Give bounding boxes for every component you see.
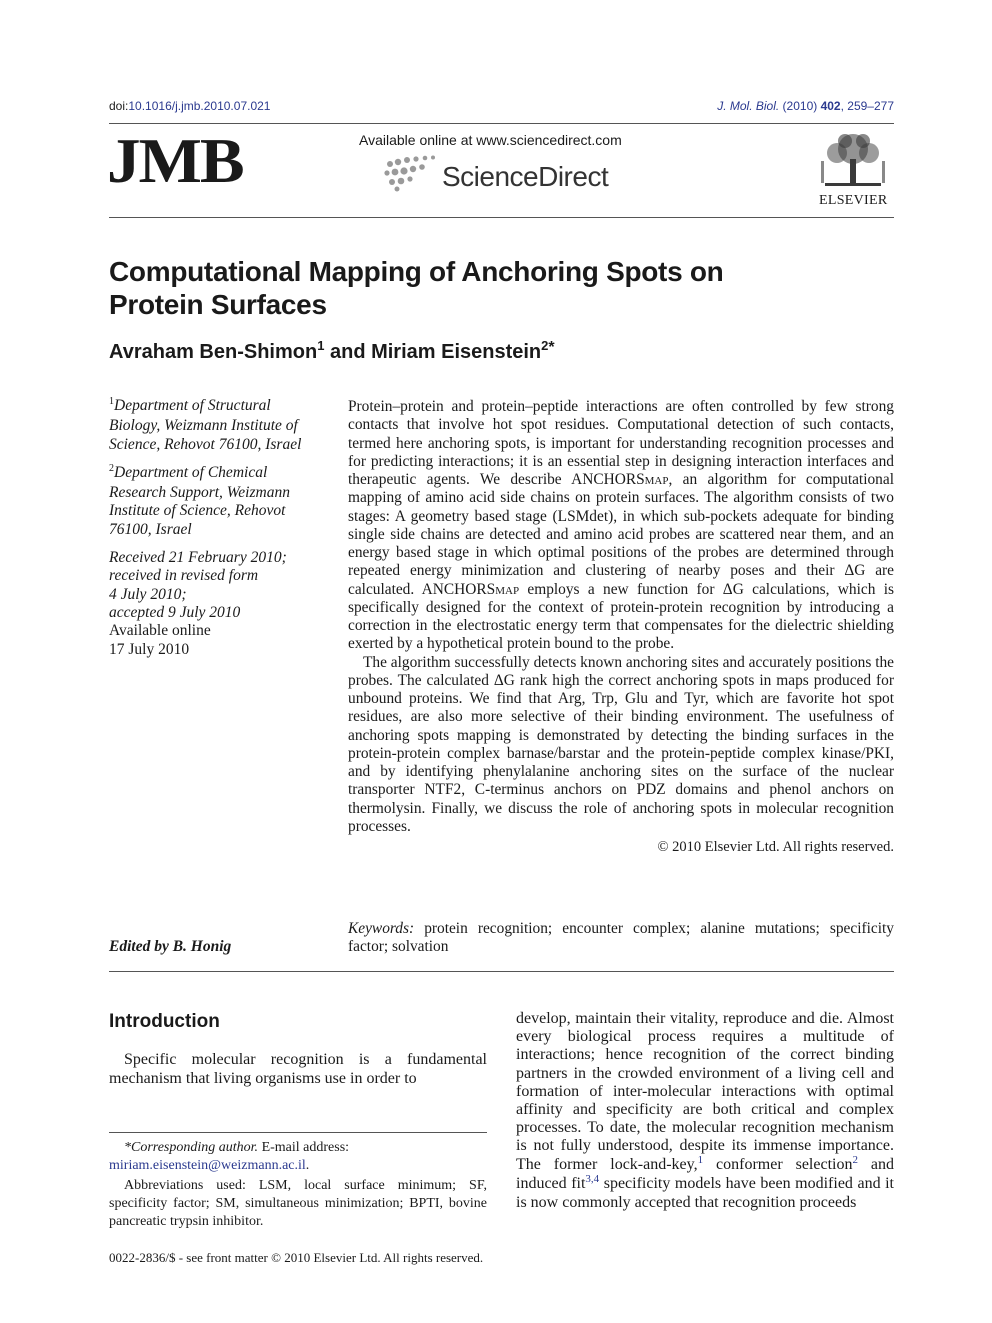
affiliation-1	[109, 397, 334, 454]
citation-ref-3-4[interactable]: 3,4	[585, 1172, 600, 1185]
introduction-right-column	[516, 1010, 894, 1212]
author-1-affil: 1	[317, 338, 325, 353]
history-accepted: accepted 9 July 2010	[109, 603, 241, 621]
author-1[interactable]: Avraham Ben-Shimon	[109, 341, 318, 363]
keywords	[348, 920, 894, 957]
corresponding-label: *Corresponding author.	[124, 1140, 259, 1155]
history-revised-date: 4 July 2010;	[109, 585, 187, 603]
sciencedirect-wordmark: ScienceDirect	[442, 161, 609, 192]
history-online: Available online	[109, 622, 211, 640]
corresponding-mark: *	[548, 339, 555, 356]
anchorsmap-suffix: map	[495, 580, 520, 598]
abstract	[348, 398, 894, 856]
elsevier-tree-icon	[815, 131, 891, 193]
citation-ref-2[interactable]: 2	[852, 1153, 858, 1166]
journal-volume: 402	[820, 99, 841, 113]
title-line-2: Protein Surfaces	[109, 289, 327, 320]
corresponding-footnote	[109, 1139, 487, 1175]
citation-ref-1[interactable]: 1	[697, 1153, 704, 1166]
header-rule-bottom	[109, 217, 894, 218]
history-online-date: 17 July 2010	[109, 640, 190, 658]
abstract-text: Protein–protein and protein–peptide interactions are often controlled by few strong contacts that involve hot spot residues. Computational detection of such contacts, termed here anchoring spots, is important for understanding recognition processes and for predicting interactions; it is an essential step in designing interaction interfaces and therapeutic agents. We describe ANCHORS	[348, 398, 894, 488]
introduction-left-paragraph: Specific molecular recognition is a fundamental mechanism that living organisms use in order to	[109, 1051, 487, 1087]
article-title	[109, 255, 723, 321]
doi-line	[109, 99, 270, 113]
jmb-logo: JMB	[107, 125, 243, 196]
affiliation-2-line: Institute of Science, Rehovot	[109, 502, 286, 520]
introduction-heading: Introduction	[109, 1011, 220, 1032]
elsevier-wordmark: ELSEVIER	[819, 193, 888, 208]
affiliation-2-line: 76100, Israel	[109, 520, 192, 538]
abstract-text: employs a new function for ΔG calculations, which is specifically designed for the context of protein-protein recognition by introducing a correction in the electrostatic energy term that compensates for the dielectric shielding exerted by a hypothetical protein bound to the probe.	[348, 580, 894, 653]
journal-name[interactable]: J. Mol. Biol.	[717, 99, 780, 113]
journal-year: (2010)	[779, 99, 821, 113]
intro-text: specificity models have been modified and it is now commonly accepted that recognition proceeds	[516, 1174, 894, 1212]
article-history	[109, 549, 334, 659]
affiliation-2-line: Department of Chemical	[114, 463, 268, 481]
abbreviations-footnote: Abbreviations used: LSM, local surface minimum; SF, specificity factor; SM, simultaneous minimization; BPTI, bovine pancreatic trypsin inhibitor.	[109, 1178, 487, 1229]
abstract-rule	[109, 971, 894, 972]
history-revised: received in revised form	[109, 567, 259, 585]
intro-text: develop, maintain their vitality, reproduce and die. Almost every biological process requires a multitude of interactions; hence recognition of the correct binding partners in the crowded environment of a living cell and formation of inter-molecular interactions with optimal affinity and specificity are both critical and complex processes. To date, the molecular recognition mechanism is not fully understood, despite its immense importance. The former lock-and-key,	[516, 1010, 894, 1173]
history-received: Received 21 February 2010;	[109, 549, 287, 567]
affiliation-1-line: Department of Structural	[114, 397, 271, 414]
author-2-affil: 2	[541, 338, 549, 353]
affiliation-1-line: Biology, Weizmann Institute of	[109, 417, 298, 435]
email-link[interactable]: miriam.eisenstein@weizmann.ac.il	[109, 1158, 306, 1173]
citation	[717, 99, 894, 113]
doi-prefix: doi:	[109, 99, 129, 113]
abstract-copyright: © 2010 Elsevier Ltd. All rights reserved.	[657, 839, 894, 855]
affiliation-2	[109, 464, 334, 539]
intro-text: conformer selection	[703, 1155, 853, 1173]
doi-link[interactable]: 10.1016/j.jmb.2010.07.021	[128, 99, 271, 113]
sciencedirect-logo-icon	[382, 154, 442, 194]
abstract-paragraph-2: The algorithm successfully detects known anchoring sites and accurately positions the probes. The calculated ΔG rank high the correct anchoring spots in maps produced for unbound proteins. We find that Arg, Trp, Glu and Tyr, which are favorite hot spot residues, are also more selective of their binding environment. The usefulness of anchoring spots mapping is demonstrated by detecting the binding surfaces in the protein-protein complex barnase/barstar and the protein-peptide complex kinase/PKI, and by identifying phenylalanine anchoring sites on the surface of the nuclear transporter NTF2, C-terminus anchors on PDZ domains and phenol anchors on thermolysin. Finally, we discuss the role of anchoring spots in molecular recognition processes.	[348, 653, 894, 835]
keywords-text: protein recognition; encounter complex; alanine mutations; specificity factor; solvation	[348, 920, 894, 956]
affiliation-2-number: 2	[109, 462, 114, 474]
edited-by: Edited by B. Honig	[109, 938, 232, 955]
footnote-rule	[109, 1132, 487, 1133]
available-online: Available online at www.sciencedirect.com	[359, 132, 622, 148]
abstract-paragraph-1	[348, 398, 894, 654]
author-2[interactable]: Miriam Eisenstein	[371, 341, 542, 363]
email-end: .	[305, 1158, 310, 1173]
footnotes	[109, 1139, 487, 1231]
front-matter-footer: 0022-2836/$ - see front matter © 2010 Elsevier Ltd. All rights reserved.	[109, 1250, 484, 1265]
title-line-1: Computational Mapping of Anchoring Spots on	[109, 256, 724, 287]
anchorsmap-suffix: map	[644, 471, 669, 488]
intro-text: and induced fit	[516, 1155, 894, 1192]
authors	[109, 338, 555, 364]
abstract-text: , an algorithm for computational mapping of amino acid side chains on protein surfaces. The algorithm consists of two stages: A geometry based stage (LSMdet), in which sub-pockets adequate for binding single side chains are detected and amino acid probes are scattered near them, and an energy based stage in which optimal positions of the probes are determined through repeated energy minimization and clustering of nearby poses and their ΔG are calculated. ANCHORS	[348, 471, 894, 598]
affiliation-2-line: Research Support, Weizmann	[109, 484, 290, 502]
keywords-label: Keywords:	[348, 920, 415, 937]
author-and: and	[324, 341, 372, 363]
affiliations	[109, 397, 334, 659]
journal-pages: , 259–277	[840, 99, 894, 113]
affiliation-1-line: Science, Rehovot 76100, Israel	[109, 435, 302, 453]
affiliation-1-number: 1	[109, 396, 114, 407]
email-label: E-mail address:	[258, 1140, 350, 1155]
